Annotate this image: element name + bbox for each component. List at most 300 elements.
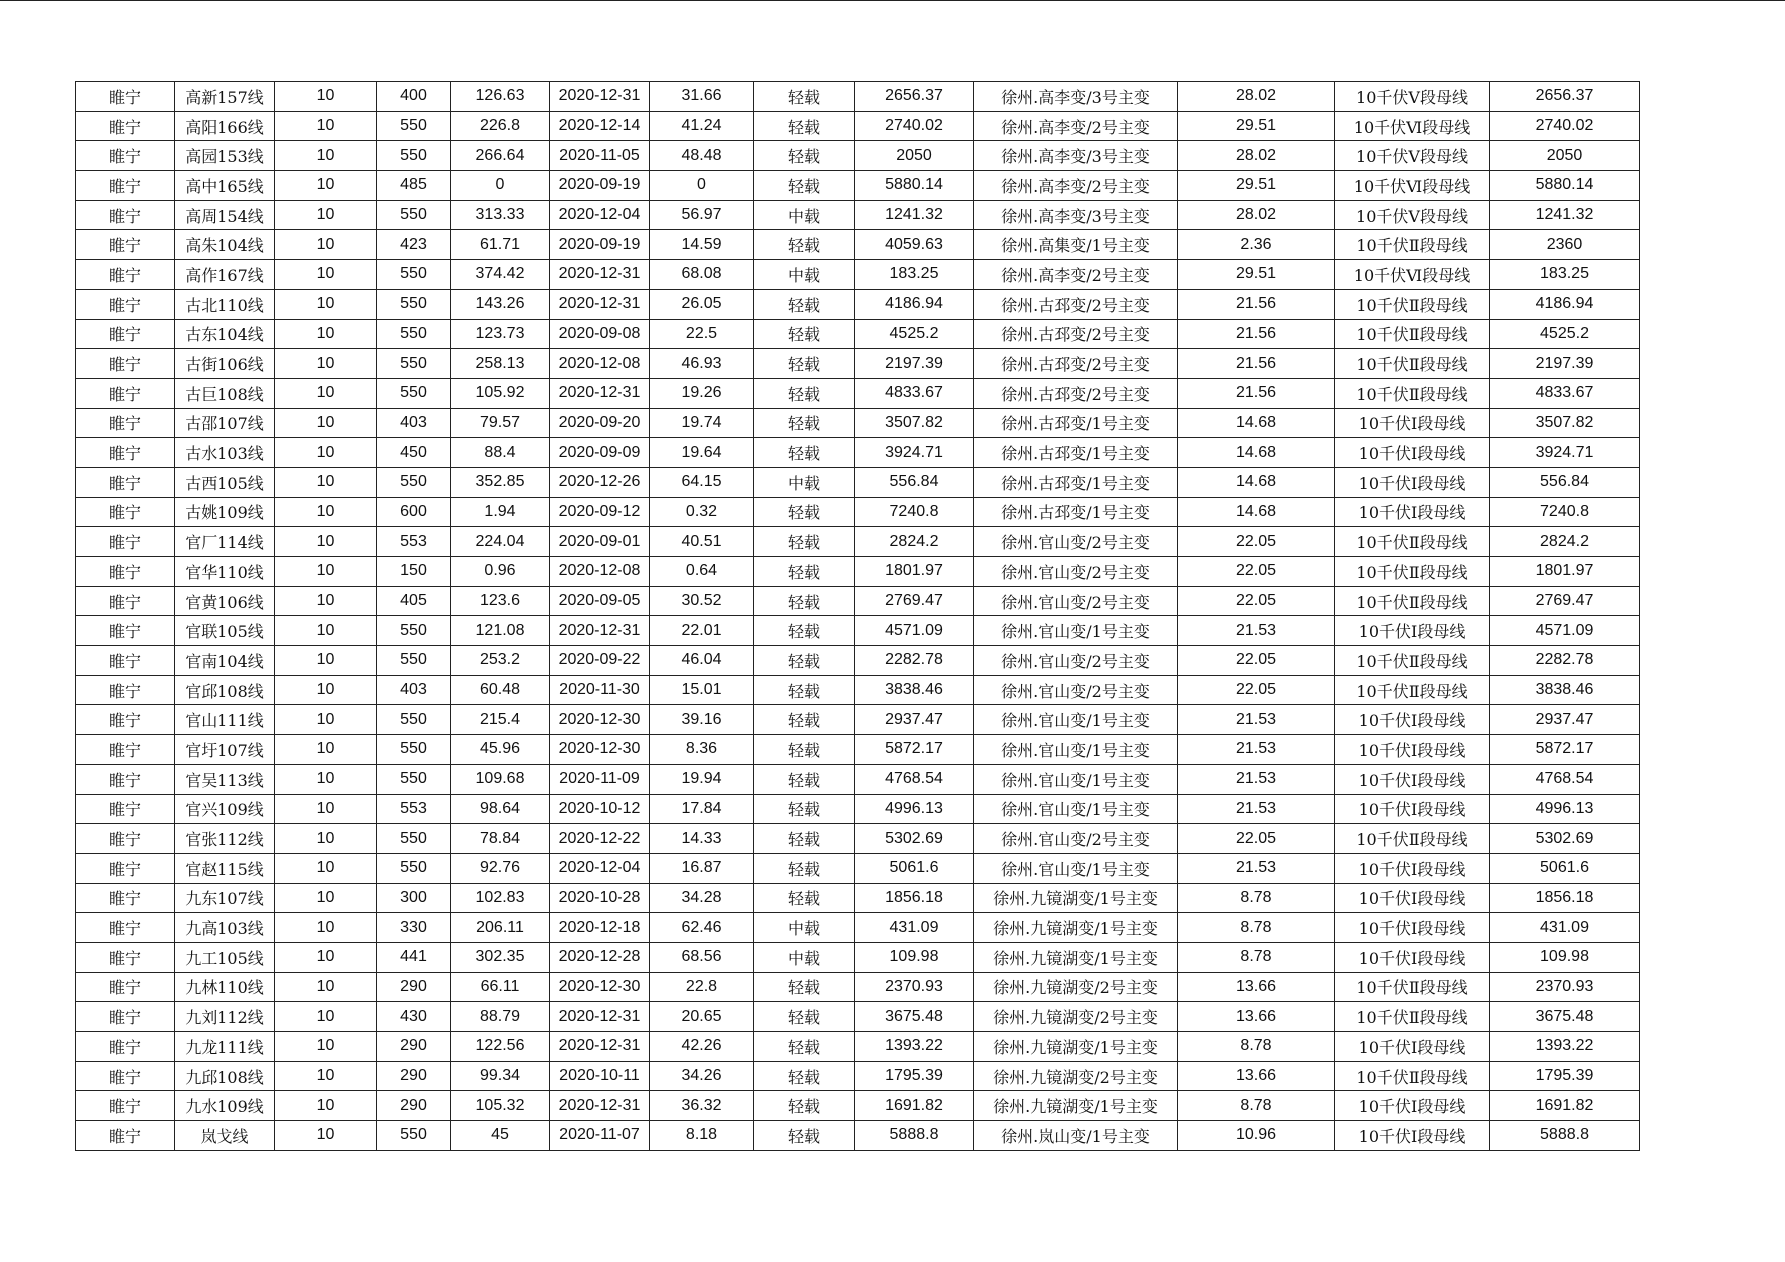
table-row xyxy=(76,497,1640,527)
busbar-cell: 10千伏Ⅰ段母线 xyxy=(1335,497,1490,527)
rated-current-cell: 403 xyxy=(377,408,451,438)
open-capacity-cell: 4525.2 xyxy=(1490,319,1640,349)
rated-current-cell: 550 xyxy=(377,705,451,735)
line-name-cell: 高新157线 xyxy=(175,82,275,112)
date-cell: 2020-11-09 xyxy=(550,764,650,794)
load-rate-cell: 40.51 xyxy=(650,527,754,557)
load-rate-cell: 19.64 xyxy=(650,438,754,468)
region-cell: 睢宁 xyxy=(76,230,175,260)
open-capacity-cell: 1795.39 xyxy=(1490,1061,1640,1091)
load-level-cell: 轻载 xyxy=(754,497,855,527)
transformer-load-cell: 14.68 xyxy=(1178,497,1335,527)
busbar-cell: 10千伏Ⅰ段母线 xyxy=(1335,705,1490,735)
max-current-cell: 88.4 xyxy=(451,438,550,468)
transformer-load-cell: 21.53 xyxy=(1178,794,1335,824)
load-rate-cell: 34.28 xyxy=(650,883,754,913)
date-cell: 2020-10-12 xyxy=(550,794,650,824)
transformer-load-cell: 29.51 xyxy=(1178,171,1335,201)
voltage-cell: 10 xyxy=(275,675,377,705)
load-level-cell: 中载 xyxy=(754,200,855,230)
date-cell: 2020-09-08 xyxy=(550,319,650,349)
voltage-cell: 10 xyxy=(275,1002,377,1032)
region-cell: 睢宁 xyxy=(76,1002,175,1032)
voltage-cell: 10 xyxy=(275,616,377,646)
available-capacity-cell: 3675.48 xyxy=(855,1002,974,1032)
load-rate-cell: 56.97 xyxy=(650,200,754,230)
busbar-cell: 10千伏Ⅴ段母线 xyxy=(1335,82,1490,112)
region-cell: 睢宁 xyxy=(76,141,175,171)
load-rate-cell: 34.26 xyxy=(650,1061,754,1091)
region-cell: 睢宁 xyxy=(76,497,175,527)
max-current-cell: 88.79 xyxy=(451,1002,550,1032)
region-cell: 睢宁 xyxy=(76,675,175,705)
available-capacity-cell: 2197.39 xyxy=(855,349,974,379)
voltage-cell: 10 xyxy=(275,853,377,883)
available-capacity-cell: 183.25 xyxy=(855,260,974,290)
transformer-load-cell: 8.78 xyxy=(1178,913,1335,943)
transformer-load-cell: 8.78 xyxy=(1178,1091,1335,1121)
table-row xyxy=(76,171,1640,201)
table-row xyxy=(76,378,1640,408)
region-cell: 睢宁 xyxy=(76,764,175,794)
open-capacity-cell: 5880.14 xyxy=(1490,171,1640,201)
transformer-cell: 徐州.官山变/2号主变 xyxy=(974,527,1178,557)
transformer-cell: 徐州.官山变/1号主变 xyxy=(974,616,1178,646)
region-cell: 睢宁 xyxy=(76,438,175,468)
date-cell: 2020-09-19 xyxy=(550,230,650,260)
load-level-cell: 轻载 xyxy=(754,557,855,587)
line-name-cell: 古水103线 xyxy=(175,438,275,468)
busbar-cell: 10千伏Ⅱ段母线 xyxy=(1335,675,1490,705)
open-capacity-cell: 2282.78 xyxy=(1490,646,1640,676)
max-current-cell: 122.56 xyxy=(451,1032,550,1062)
rated-current-cell: 550 xyxy=(377,378,451,408)
busbar-cell: 10千伏Ⅱ段母线 xyxy=(1335,527,1490,557)
open-capacity-cell: 5302.69 xyxy=(1490,824,1640,854)
table-row xyxy=(76,467,1640,497)
load-level-cell: 中载 xyxy=(754,913,855,943)
load-level-cell: 轻载 xyxy=(754,586,855,616)
busbar-cell: 10千伏Ⅰ段母线 xyxy=(1335,467,1490,497)
line-name-cell: 九刘112线 xyxy=(175,1002,275,1032)
load-rate-cell: 68.56 xyxy=(650,942,754,972)
region-cell: 睢宁 xyxy=(76,349,175,379)
busbar-cell: 10千伏Ⅰ段母线 xyxy=(1335,883,1490,913)
line-name-cell: 九林110线 xyxy=(175,972,275,1002)
date-cell: 2020-12-14 xyxy=(550,111,650,141)
region-cell: 睢宁 xyxy=(76,1032,175,1062)
date-cell: 2020-12-08 xyxy=(550,349,650,379)
rated-current-cell: 550 xyxy=(377,735,451,765)
region-cell: 睢宁 xyxy=(76,735,175,765)
max-current-cell: 66.11 xyxy=(451,972,550,1002)
rated-current-cell: 550 xyxy=(377,824,451,854)
available-capacity-cell: 4833.67 xyxy=(855,378,974,408)
transformer-cell: 徐州.九镜湖变/1号主变 xyxy=(974,883,1178,913)
region-cell: 睢宁 xyxy=(76,408,175,438)
open-capacity-cell: 2937.47 xyxy=(1490,705,1640,735)
busbar-cell: 10千伏Ⅰ段母线 xyxy=(1335,1121,1490,1151)
region-cell: 睢宁 xyxy=(76,171,175,201)
open-capacity-cell: 3924.71 xyxy=(1490,438,1640,468)
rated-current-cell: 550 xyxy=(377,289,451,319)
rated-current-cell: 550 xyxy=(377,200,451,230)
load-level-cell: 轻载 xyxy=(754,735,855,765)
available-capacity-cell: 4525.2 xyxy=(855,319,974,349)
load-level-cell: 轻载 xyxy=(754,1032,855,1062)
table-row xyxy=(76,675,1640,705)
date-cell: 2020-12-31 xyxy=(550,289,650,319)
transformer-load-cell: 21.53 xyxy=(1178,735,1335,765)
line-name-cell: 高作167线 xyxy=(175,260,275,290)
load-rate-cell: 26.05 xyxy=(650,289,754,319)
date-cell: 2020-12-31 xyxy=(550,260,650,290)
rated-current-cell: 553 xyxy=(377,527,451,557)
available-capacity-cell: 431.09 xyxy=(855,913,974,943)
open-capacity-cell: 4571.09 xyxy=(1490,616,1640,646)
busbar-cell: 10千伏Ⅱ段母线 xyxy=(1335,824,1490,854)
region-cell: 睢宁 xyxy=(76,913,175,943)
transformer-load-cell: 8.78 xyxy=(1178,942,1335,972)
max-current-cell: 45.96 xyxy=(451,735,550,765)
open-capacity-cell: 1856.18 xyxy=(1490,883,1640,913)
busbar-cell: 10千伏Ⅰ段母线 xyxy=(1335,408,1490,438)
rated-current-cell: 600 xyxy=(377,497,451,527)
line-name-cell: 古北110线 xyxy=(175,289,275,319)
transformer-cell: 徐州.官山变/2号主变 xyxy=(974,675,1178,705)
rated-current-cell: 400 xyxy=(377,82,451,112)
transformer-load-cell: 14.68 xyxy=(1178,408,1335,438)
open-capacity-cell: 1393.22 xyxy=(1490,1032,1640,1062)
open-capacity-cell: 4996.13 xyxy=(1490,794,1640,824)
transformer-cell: 徐州.九镜湖变/2号主变 xyxy=(974,972,1178,1002)
transformer-cell: 徐州.古邳变/1号主变 xyxy=(974,438,1178,468)
busbar-cell: 10千伏Ⅱ段母线 xyxy=(1335,972,1490,1002)
line-name-cell: 高周154线 xyxy=(175,200,275,230)
region-cell: 睢宁 xyxy=(76,1061,175,1091)
transformer-load-cell: 28.02 xyxy=(1178,82,1335,112)
table-row xyxy=(76,1002,1640,1032)
line-name-cell: 九邱108线 xyxy=(175,1061,275,1091)
table-row xyxy=(76,349,1640,379)
date-cell: 2020-10-11 xyxy=(550,1061,650,1091)
available-capacity-cell: 109.98 xyxy=(855,942,974,972)
load-level-cell: 轻载 xyxy=(754,1061,855,1091)
busbar-cell: 10千伏Ⅱ段母线 xyxy=(1335,349,1490,379)
transformer-cell: 徐州.古邳变/1号主变 xyxy=(974,467,1178,497)
rated-current-cell: 403 xyxy=(377,675,451,705)
date-cell: 2020-11-30 xyxy=(550,675,650,705)
load-level-cell: 轻载 xyxy=(754,527,855,557)
open-capacity-cell: 7240.8 xyxy=(1490,497,1640,527)
transformer-load-cell: 22.05 xyxy=(1178,824,1335,854)
voltage-cell: 10 xyxy=(275,230,377,260)
transformer-cell: 徐州.古邳变/1号主变 xyxy=(974,497,1178,527)
transformer-load-cell: 13.66 xyxy=(1178,972,1335,1002)
open-capacity-cell: 4768.54 xyxy=(1490,764,1640,794)
load-rate-cell: 19.94 xyxy=(650,764,754,794)
busbar-cell: 10千伏Ⅰ段母线 xyxy=(1335,735,1490,765)
transformer-load-cell: 21.53 xyxy=(1178,764,1335,794)
region-cell: 睢宁 xyxy=(76,646,175,676)
available-capacity-cell: 2937.47 xyxy=(855,705,974,735)
max-current-cell: 0 xyxy=(451,171,550,201)
line-name-cell: 九龙111线 xyxy=(175,1032,275,1062)
open-capacity-cell: 431.09 xyxy=(1490,913,1640,943)
max-current-cell: 109.68 xyxy=(451,764,550,794)
voltage-cell: 10 xyxy=(275,82,377,112)
available-capacity-cell: 5880.14 xyxy=(855,171,974,201)
rated-current-cell: 423 xyxy=(377,230,451,260)
table-row xyxy=(76,438,1640,468)
transformer-cell: 徐州.高李变/3号主变 xyxy=(974,141,1178,171)
voltage-cell: 10 xyxy=(275,378,377,408)
available-capacity-cell: 4186.94 xyxy=(855,289,974,319)
load-rate-cell: 15.01 xyxy=(650,675,754,705)
busbar-cell: 10千伏Ⅰ段母线 xyxy=(1335,942,1490,972)
rated-current-cell: 550 xyxy=(377,1121,451,1151)
load-level-cell: 轻载 xyxy=(754,1091,855,1121)
load-rate-cell: 30.52 xyxy=(650,586,754,616)
available-capacity-cell: 5302.69 xyxy=(855,824,974,854)
date-cell: 2020-12-31 xyxy=(550,82,650,112)
transformer-load-cell: 13.66 xyxy=(1178,1002,1335,1032)
voltage-cell: 10 xyxy=(275,1032,377,1062)
table-row xyxy=(76,1091,1640,1121)
max-current-cell: 92.76 xyxy=(451,853,550,883)
line-name-cell: 高阳166线 xyxy=(175,111,275,141)
rated-current-cell: 550 xyxy=(377,349,451,379)
load-level-cell: 轻载 xyxy=(754,616,855,646)
region-cell: 睢宁 xyxy=(76,794,175,824)
voltage-cell: 10 xyxy=(275,289,377,319)
available-capacity-cell: 7240.8 xyxy=(855,497,974,527)
region-cell: 睢宁 xyxy=(76,824,175,854)
available-capacity-cell: 5061.6 xyxy=(855,853,974,883)
voltage-cell: 10 xyxy=(275,1121,377,1151)
voltage-cell: 10 xyxy=(275,408,377,438)
date-cell: 2020-12-26 xyxy=(550,467,650,497)
table-body xyxy=(76,82,1640,1151)
rated-current-cell: 553 xyxy=(377,794,451,824)
date-cell: 2020-12-22 xyxy=(550,824,650,854)
available-capacity-cell: 2282.78 xyxy=(855,646,974,676)
available-capacity-cell: 2740.02 xyxy=(855,111,974,141)
load-rate-cell: 46.93 xyxy=(650,349,754,379)
busbar-cell: 10千伏Ⅵ段母线 xyxy=(1335,171,1490,201)
region-cell: 睢宁 xyxy=(76,1091,175,1121)
date-cell: 2020-12-04 xyxy=(550,200,650,230)
line-load-table xyxy=(75,81,1640,1151)
transformer-load-cell: 22.05 xyxy=(1178,557,1335,587)
max-current-cell: 352.85 xyxy=(451,467,550,497)
max-current-cell: 253.2 xyxy=(451,646,550,676)
transformer-load-cell: 21.53 xyxy=(1178,705,1335,735)
available-capacity-cell: 2769.47 xyxy=(855,586,974,616)
load-level-cell: 轻载 xyxy=(754,853,855,883)
rated-current-cell: 330 xyxy=(377,913,451,943)
voltage-cell: 10 xyxy=(275,942,377,972)
open-capacity-cell: 5872.17 xyxy=(1490,735,1640,765)
line-name-cell: 官华110线 xyxy=(175,557,275,587)
load-rate-cell: 41.24 xyxy=(650,111,754,141)
rated-current-cell: 450 xyxy=(377,438,451,468)
load-level-cell: 轻载 xyxy=(754,764,855,794)
line-name-cell: 官南104线 xyxy=(175,646,275,676)
region-cell: 睢宁 xyxy=(76,527,175,557)
date-cell: 2020-09-20 xyxy=(550,408,650,438)
transformer-load-cell: 22.05 xyxy=(1178,527,1335,557)
load-level-cell: 轻载 xyxy=(754,675,855,705)
busbar-cell: 10千伏Ⅱ段母线 xyxy=(1335,557,1490,587)
transformer-cell: 徐州.九镜湖变/1号主变 xyxy=(974,913,1178,943)
transformer-load-cell: 28.02 xyxy=(1178,200,1335,230)
busbar-cell: 10千伏Ⅱ段母线 xyxy=(1335,289,1490,319)
load-rate-cell: 19.26 xyxy=(650,378,754,408)
line-name-cell: 九工105线 xyxy=(175,942,275,972)
transformer-load-cell: 8.78 xyxy=(1178,1032,1335,1062)
rated-current-cell: 485 xyxy=(377,171,451,201)
max-current-cell: 224.04 xyxy=(451,527,550,557)
voltage-cell: 10 xyxy=(275,171,377,201)
max-current-cell: 0.96 xyxy=(451,557,550,587)
date-cell: 2020-12-31 xyxy=(550,1002,650,1032)
available-capacity-cell: 5872.17 xyxy=(855,735,974,765)
table-row xyxy=(76,141,1640,171)
region-cell: 睢宁 xyxy=(76,942,175,972)
rated-current-cell: 441 xyxy=(377,942,451,972)
load-rate-cell: 16.87 xyxy=(650,853,754,883)
busbar-cell: 10千伏Ⅰ段母线 xyxy=(1335,794,1490,824)
load-rate-cell: 22.5 xyxy=(650,319,754,349)
line-name-cell: 官邱108线 xyxy=(175,675,275,705)
load-level-cell: 轻载 xyxy=(754,111,855,141)
rated-current-cell: 550 xyxy=(377,260,451,290)
max-current-cell: 374.42 xyxy=(451,260,550,290)
load-level-cell: 轻载 xyxy=(754,824,855,854)
transformer-cell: 徐州.官山变/1号主变 xyxy=(974,794,1178,824)
voltage-cell: 10 xyxy=(275,646,377,676)
max-current-cell: 302.35 xyxy=(451,942,550,972)
transformer-load-cell: 2.36 xyxy=(1178,230,1335,260)
voltage-cell: 10 xyxy=(275,141,377,171)
load-level-cell: 轻载 xyxy=(754,438,855,468)
load-rate-cell: 64.15 xyxy=(650,467,754,497)
busbar-cell: 10千伏Ⅰ段母线 xyxy=(1335,913,1490,943)
line-name-cell: 官吴113线 xyxy=(175,764,275,794)
voltage-cell: 10 xyxy=(275,260,377,290)
available-capacity-cell: 3507.82 xyxy=(855,408,974,438)
open-capacity-cell: 1691.82 xyxy=(1490,1091,1640,1121)
table-row xyxy=(76,1061,1640,1091)
open-capacity-cell: 2740.02 xyxy=(1490,111,1640,141)
busbar-cell: 10千伏Ⅰ段母线 xyxy=(1335,764,1490,794)
busbar-cell: 10千伏Ⅱ段母线 xyxy=(1335,319,1490,349)
transformer-load-cell: 10.96 xyxy=(1178,1121,1335,1151)
load-rate-cell: 36.32 xyxy=(650,1091,754,1121)
transformer-cell: 徐州.高李变/3号主变 xyxy=(974,82,1178,112)
load-level-cell: 轻载 xyxy=(754,319,855,349)
region-cell: 睢宁 xyxy=(76,82,175,112)
transformer-cell: 徐州.高李变/3号主变 xyxy=(974,200,1178,230)
busbar-cell: 10千伏Ⅰ段母线 xyxy=(1335,616,1490,646)
transformer-cell: 徐州.岚山变/1号主变 xyxy=(974,1121,1178,1151)
rated-current-cell: 550 xyxy=(377,853,451,883)
date-cell: 2020-09-22 xyxy=(550,646,650,676)
date-cell: 2020-11-05 xyxy=(550,141,650,171)
table-row xyxy=(76,82,1640,112)
transformer-cell: 徐州.高集变/1号主变 xyxy=(974,230,1178,260)
open-capacity-cell: 5888.8 xyxy=(1490,1121,1640,1151)
line-name-cell: 官黄106线 xyxy=(175,586,275,616)
voltage-cell: 10 xyxy=(275,111,377,141)
table-row xyxy=(76,1032,1640,1062)
voltage-cell: 10 xyxy=(275,319,377,349)
busbar-cell: 10千伏Ⅴ段母线 xyxy=(1335,141,1490,171)
max-current-cell: 258.13 xyxy=(451,349,550,379)
transformer-load-cell: 14.68 xyxy=(1178,467,1335,497)
transformer-cell: 徐州.九镜湖变/1号主变 xyxy=(974,942,1178,972)
open-capacity-cell: 2050 xyxy=(1490,141,1640,171)
transformer-load-cell: 21.53 xyxy=(1178,616,1335,646)
max-current-cell: 266.64 xyxy=(451,141,550,171)
transformer-load-cell: 13.66 xyxy=(1178,1061,1335,1091)
voltage-cell: 10 xyxy=(275,527,377,557)
open-capacity-cell: 2360 xyxy=(1490,230,1640,260)
table-row xyxy=(76,646,1640,676)
date-cell: 2020-11-07 xyxy=(550,1121,650,1151)
table-row xyxy=(76,319,1640,349)
load-level-cell: 轻载 xyxy=(754,378,855,408)
date-cell: 2020-12-31 xyxy=(550,1091,650,1121)
max-current-cell: 206.11 xyxy=(451,913,550,943)
transformer-cell: 徐州.官山变/2号主变 xyxy=(974,586,1178,616)
load-level-cell: 中载 xyxy=(754,260,855,290)
page-top-rule xyxy=(0,0,1785,1)
rated-current-cell: 150 xyxy=(377,557,451,587)
line-name-cell: 官山111线 xyxy=(175,705,275,735)
table-row xyxy=(76,230,1640,260)
date-cell: 2020-12-31 xyxy=(550,1032,650,1062)
transformer-cell: 徐州.高李变/2号主变 xyxy=(974,171,1178,201)
rated-current-cell: 430 xyxy=(377,1002,451,1032)
transformer-load-cell: 21.56 xyxy=(1178,319,1335,349)
load-level-cell: 轻载 xyxy=(754,972,855,1002)
available-capacity-cell: 1795.39 xyxy=(855,1061,974,1091)
voltage-cell: 10 xyxy=(275,349,377,379)
load-rate-cell: 14.59 xyxy=(650,230,754,260)
load-level-cell: 轻载 xyxy=(754,794,855,824)
voltage-cell: 10 xyxy=(275,1091,377,1121)
load-level-cell: 轻载 xyxy=(754,171,855,201)
rated-current-cell: 290 xyxy=(377,1032,451,1062)
date-cell: 2020-12-31 xyxy=(550,378,650,408)
rated-current-cell: 550 xyxy=(377,764,451,794)
voltage-cell: 10 xyxy=(275,705,377,735)
transformer-load-cell: 21.56 xyxy=(1178,349,1335,379)
load-level-cell: 轻载 xyxy=(754,1121,855,1151)
load-level-cell: 中载 xyxy=(754,942,855,972)
region-cell: 睢宁 xyxy=(76,1121,175,1151)
transformer-cell: 徐州.高李变/2号主变 xyxy=(974,260,1178,290)
load-rate-cell: 8.18 xyxy=(650,1121,754,1151)
line-name-cell: 高中165线 xyxy=(175,171,275,201)
region-cell: 睢宁 xyxy=(76,586,175,616)
region-cell: 睢宁 xyxy=(76,378,175,408)
available-capacity-cell: 2050 xyxy=(855,141,974,171)
transformer-cell: 徐州.九镜湖变/2号主变 xyxy=(974,1002,1178,1032)
line-name-cell: 古邵107线 xyxy=(175,408,275,438)
